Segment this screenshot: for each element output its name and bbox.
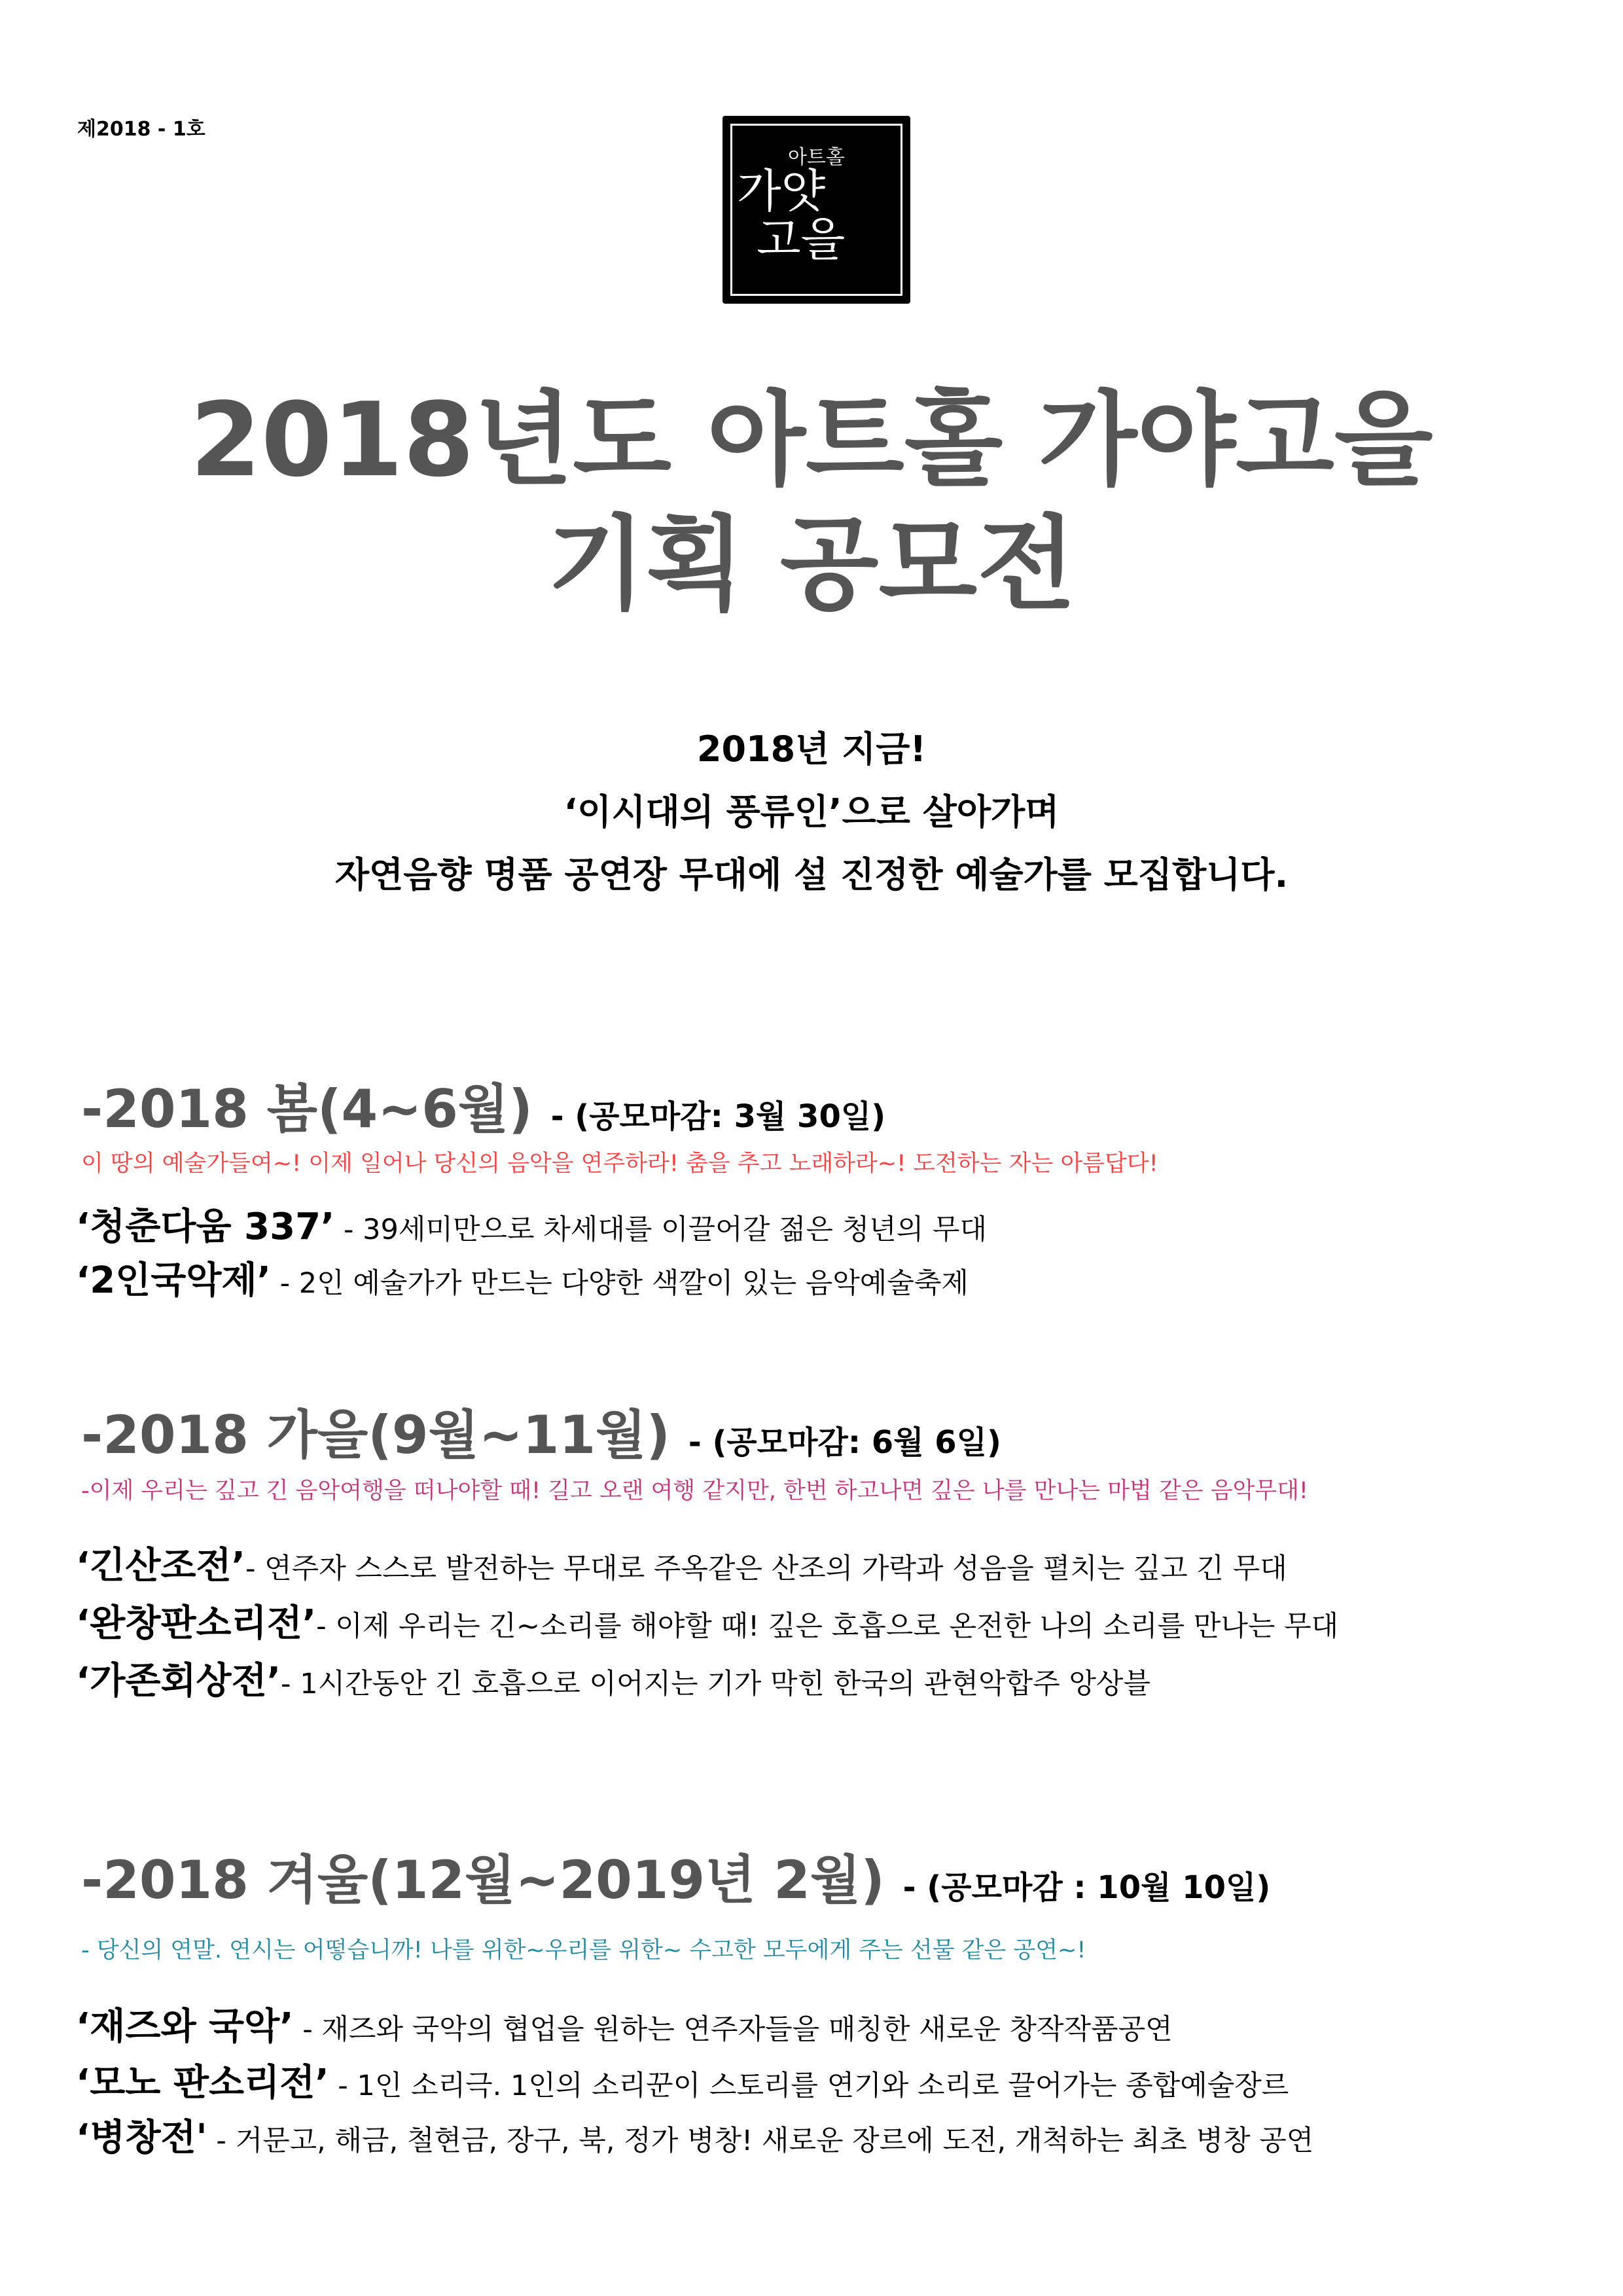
winter-heading [81,1838,1270,1913]
program-desc: - 1인 소리극. 1인의 소리꾼이 스토리를 연기와 소리로 끌어가는 종합예술장르 [329,2070,1289,2102]
autumn-deadline: - (공모마감: 6월 6일) [688,1424,1001,1461]
program-desc: - 연주자 스스로 발전하는 무대로 주옥같은 산조의 가락과 성음을 펼치는 깊고 긴 무대 [245,1552,1287,1585]
logo-big-text [737,164,879,266]
winter-slogan: - 당신의 연말. 연시는 어떻습니까! 나를 위한~우리를 위한~ 수고한 모두에게 주는 선물 같은 공연~! [81,1937,1086,1964]
winter-program-3 [76,2109,1313,2161]
logo-small-text: 아트홀 [788,146,845,169]
spring-title: -2018 봄(4~6월) [81,1079,533,1139]
program-name: ‘청춘다움 337’ [76,1206,335,1248]
autumn-slogan: -이제 우리는 깊고 긴 음악여행을 떠나야할 때! 길고 오랜 여행 같지만, 한번 하고나면 깊은 나를 만나는 마법 같은 음악무대! [81,1478,1308,1504]
intro-line-2: ‘이시대의 풍류인’으로 살아가며 [563,791,1060,833]
winter-program-2 [76,2054,1289,2106]
logo-big-line2: 고을 [757,213,846,266]
program-name: ‘모노 판소리전’ [76,2062,329,2104]
page-title-line2: 기획 공모전 [547,505,1076,624]
program-name: ‘가존회상전’ [76,1660,281,1702]
spring-program-1 [76,1198,987,1250]
winter-deadline: - (공모마감 : 10월 10일) [902,1869,1271,1906]
program-desc: - 거문고, 해금, 철현금, 장구, 북, 정가 병창! 새로운 장르에 도전, 개척하는 최초 병창 공연 [207,2125,1314,2157]
arthall-logo [722,116,910,304]
autumn-program-1 [76,1537,1287,1589]
page-title-line1: 2018년도 아트홀 가야고을 [190,380,1433,499]
spring-heading [81,1067,885,1142]
program-desc: - 39세미만으로 차세대를 이끌어갈 젊은 청년의 무대 [334,1213,987,1246]
spring-program-2 [76,1251,969,1304]
intro-line-1: 2018년 지금! [696,728,927,770]
program-name: ‘완창판소리전’ [76,1602,317,1645]
spring-slogan: 이 땅의 예술가들여~! 이제 일어나 당신의 음악을 연주하라! 춤을 추고 노래하라~! 도전하는 자는 아름답다! [81,1151,1158,1177]
logo-big-line1: 가얏 [737,164,826,218]
program-name: ‘재즈와 국악’ [76,2005,294,2048]
winter-program-1 [76,1998,1173,2050]
program-desc: - 1시간동안 긴 호흡으로 이어지는 기가 막힌 한국의 관현악합주 앙상블 [281,1668,1150,1700]
autumn-heading [81,1393,1001,1468]
autumn-title: -2018 가을(9월~11월) [81,1405,670,1465]
intro-line-3: 자연음향 명품 공연장 무대에 설 진정한 예술가를 모집합니다. [334,854,1289,895]
program-name: ‘2인국악제’ [76,1259,271,1302]
spring-deadline: - (공모마감: 3월 30일) [550,1098,886,1135]
winter-title: -2018 겨울(12월~2019년 2월) [81,1850,885,1910]
program-desc: - 2인 예술가가 만드는 다양한 색깔이 있는 음악예술축제 [270,1267,969,1300]
autumn-program-2 [76,1594,1338,1647]
autumn-program-3 [76,1652,1150,1704]
program-name: ‘병창전' [76,2117,207,2159]
document-number: 제2018 - 1호 [77,118,205,141]
program-name: ‘긴산조전’ [76,1545,245,1587]
program-desc: - 이제 우리는 긴~소리를 해야할 때! 깊은 호흡으로 온전한 나의 소리를 만나는 무대 [316,1610,1339,1643]
program-desc: - 재즈와 국악의 협업을 원하는 연주자들을 매칭한 새로운 창작작품공연 [293,2013,1173,2046]
